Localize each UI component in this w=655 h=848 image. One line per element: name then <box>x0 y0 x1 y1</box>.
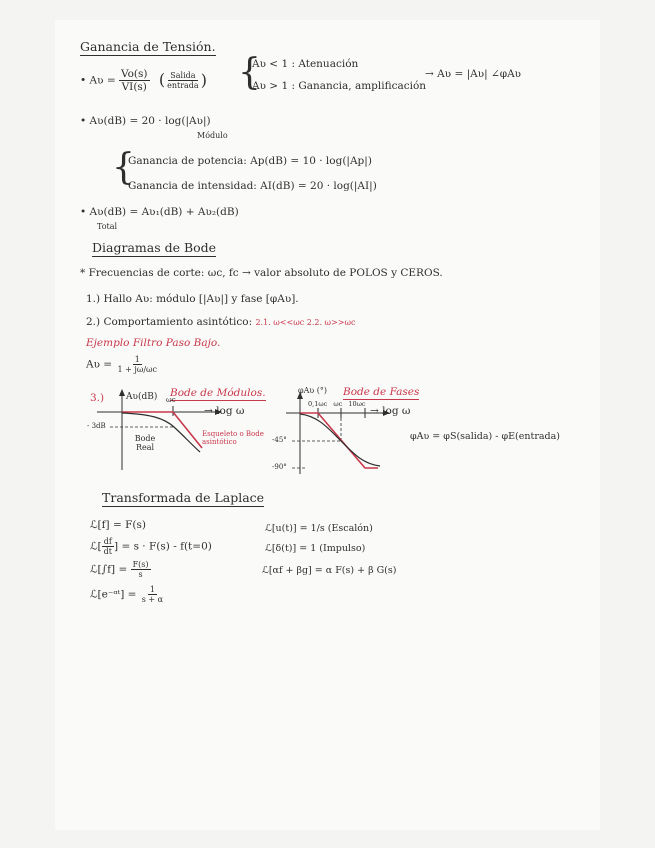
fase-x-label: → log ω <box>370 405 411 417</box>
laplace-exponential-num: 1 <box>149 585 155 594</box>
entrada-label: entrada <box>167 81 199 91</box>
mod-wc-label: ωc <box>166 396 176 404</box>
laplace-derivative-den: dt <box>103 547 113 557</box>
fase-tick-labels: 0,1ωc ωc 10ωc <box>308 400 366 408</box>
laplace-impulse: ℒ[δ(t)] = 1 (Impulso) <box>265 543 366 554</box>
brace-gains: { <box>112 147 135 188</box>
step-2-label: 2.) Comportamiento asintótico: <box>86 316 253 328</box>
mod-real-label: Bode Real <box>134 434 156 453</box>
mod-y-arrow <box>119 389 125 396</box>
laplace-derivative-rest: ] = s · F(s) - f(t=0) <box>114 540 212 553</box>
power-gain-formula: Ganancia de potencia: Ap(dB) = 10 · log(|Ap|) <box>128 155 372 167</box>
salida-label: Salida <box>170 70 196 80</box>
mod-y-label: Aʋ(dB) <box>126 392 158 402</box>
bode-module-title: Bode de Módulos. <box>170 387 266 401</box>
low-pass-av-label: Aʋ = <box>86 358 113 371</box>
low-pass-numerator: 1 <box>134 355 140 364</box>
laplace-exponential-label: ℒ[e⁻ᵅᵗ] = <box>90 588 137 601</box>
av-db-formula: • Aʋ(dB) = 20 · log(|Aʋ|) <box>80 115 211 127</box>
mod-asymptotic-label: Esqueleto o Bode asintótico <box>202 430 264 447</box>
step-2-cases: 2.1. ω<<ωc 2.2. ω>>ωc <box>255 318 356 327</box>
laplace-integral-den: s <box>138 570 143 580</box>
fase-90-label: -90° <box>272 463 287 471</box>
laplace-integral-fraction <box>131 560 151 579</box>
av-polar-form: → Aʋ = |Aʋ| ∠φAʋ <box>425 68 522 80</box>
laplace-exponential <box>90 585 165 604</box>
step-3: 3.) <box>90 392 105 404</box>
av-definition: • Aʋ = $\frac{Vo(s)}{VI(s)}$ ( $\frac{\text{Salida}}{\text{entrada}}$ ) <box>80 68 207 94</box>
laplace-linearity: ℒ[αf + βg] = α F(s) + β G(s) <box>262 565 397 576</box>
laplace-step: ℒ[u(t)] = 1/s (Escalón) <box>265 523 373 534</box>
cutoff-frequencies-note: * Frecuencias de corte: ωc, fc → valor absoluto de POLOS y CEROS. <box>80 267 443 279</box>
modulo-label: Módulo <box>197 131 228 140</box>
laplace-derivative-fraction <box>102 537 114 556</box>
laplace-integral-label: ℒ[∫f] = <box>90 563 128 576</box>
mod-3db-label: - 3dB <box>87 422 106 430</box>
laplace-derivative-open: ℒ[ <box>90 540 102 553</box>
fase-asymptotic-curve <box>300 413 378 468</box>
bode-phase-title: Bode de Fases <box>343 386 419 400</box>
laplace-derivative <box>90 537 212 556</box>
step-1: 1.) Hallo Aʋ: módulo [|Aʋ|] y fase [φAʋ]. <box>86 293 299 305</box>
heading-diagramas-bode: Diagramas de Bode <box>92 241 216 257</box>
av-numerator: Vo(s) <box>120 68 148 80</box>
mod-x-label: → log ω <box>204 405 245 417</box>
laplace-definition: ℒ[f] = F(s) <box>90 519 146 531</box>
av-denominator: VI(s) <box>121 81 147 94</box>
av-label: • Aʋ = <box>80 74 116 87</box>
fase-y-label: φAʋ (°) <box>298 386 328 395</box>
laplace-derivative-num: df <box>103 537 112 546</box>
fase-45-label: -45° <box>272 436 287 444</box>
heading-ganancia-tension: Ganancia de Tensión. <box>80 40 216 56</box>
current-gain-formula: Ganancia de intensidad: AI(dB) = 20 · log(|AI|) <box>128 180 377 192</box>
condition-attenuation: Aʋ < 1 : Atenuación <box>252 58 359 70</box>
laplace-integral <box>90 560 151 579</box>
phase-equation: φAʋ = φS(salida) - φE(entrada) <box>410 431 560 442</box>
fase-real-curve <box>300 414 380 466</box>
condition-gain: Aʋ > 1 : Ganancia, amplificación <box>252 80 427 92</box>
brace-conditions: { <box>238 52 261 93</box>
low-pass-denominator: 1 + jω/ωc <box>117 365 158 375</box>
total-label: Total <box>97 222 118 231</box>
laplace-exponential-den: s + α <box>141 595 164 605</box>
laplace-exponential-fraction <box>140 585 165 604</box>
total-gain-formula: • Aʋ(dB) = Aʋ₁(dB) + Aʋ₂(dB) <box>80 206 239 218</box>
heading-laplace: Transformada de Laplace <box>102 491 264 507</box>
laplace-integral-num: F(s) <box>132 560 149 569</box>
example-low-pass: Ejemplo Filtro Paso Bajo. <box>86 337 221 349</box>
